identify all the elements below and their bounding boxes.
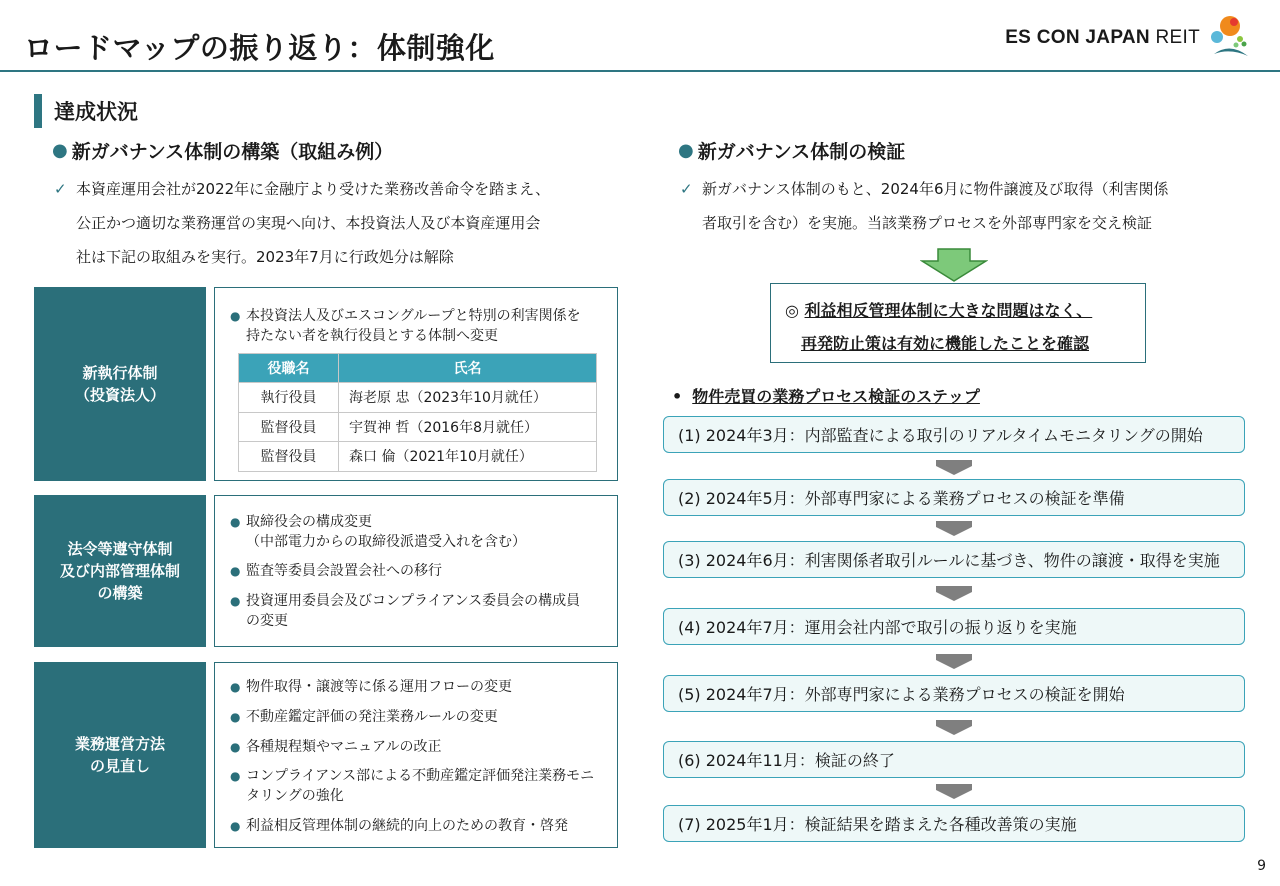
- block-label-compliance: 法令等遵守体制 及び内部管理体制 の構築: [34, 495, 206, 647]
- right-check-paragraph: ✓ 新ガバナンス体制のもと、2024年6月に物件譲渡及び取得（利害関係 者取引を含む）を実施。当該業務プロセスを外部専門家を交え検証: [680, 172, 1250, 240]
- table-cell: 宇賀神 哲（2016年8月就任）: [339, 412, 597, 442]
- bullet-dot-icon: ●: [230, 819, 241, 833]
- bullet-dot-icon: ●: [678, 140, 694, 161]
- left-check-paragraph: ✓ 本資産運用会社が2022年に金融庁より受けた業務改善命令を踏まえ、 公正かつ適切な業務運営の実現へ向け、本投資法人及び本資産運用会 社は下記の取組みを実行。2023年7月に行政処分は解除: [54, 172, 634, 274]
- step-arrow-icon: [936, 586, 972, 602]
- step-arrow-icon: [936, 654, 972, 670]
- bullet-item: ● 監査等委員会設置会社への移行: [230, 563, 442, 579]
- process-step: (1) 2024年3月：内部監査による取引のリアルタイムモニタリングの開始: [663, 416, 1245, 453]
- bullet-dot-icon: ●: [230, 769, 241, 783]
- bullet-dot-icon: ●: [230, 740, 241, 754]
- conclusion-line-1: ◎ 利益相反管理体制に大きな問題はなく、: [785, 301, 1093, 320]
- page-number: 9: [1257, 858, 1266, 874]
- table-cell: 執行役員: [239, 383, 339, 413]
- table-row: [239, 383, 597, 413]
- bullet-item: ● 不動産鑑定評価の発注業務ルールの変更: [230, 709, 498, 725]
- table-cell: 森口 倫（2021年10月就任）: [339, 442, 597, 472]
- bullet-dot-icon: ●: [230, 594, 241, 608]
- check-icon: ✓: [54, 180, 67, 198]
- check-icon: ✓: [680, 180, 693, 198]
- down-arrow-icon: [920, 248, 988, 282]
- process-step: (5) 2024年7月：外部専門家による業務プロセスの検証を開始: [663, 675, 1245, 712]
- process-step: (6) 2024年11月：検証の終了: [663, 741, 1245, 778]
- bullet-item: ● 本投資法人及びエスコングループと特別の利害関係を 持たない者を執行役員とする体制へ変更: [230, 308, 581, 344]
- page-title: ロードマップの振り返り：体制強化: [24, 31, 495, 65]
- bullet-item: ● 各種規程類やマニュアルの改正: [230, 739, 442, 755]
- left-heading: ● 新ガバナンス体制の構築（取組み例）: [52, 140, 394, 163]
- table-header: 氏名: [339, 354, 597, 383]
- bullet-dot-icon: ●: [52, 140, 68, 161]
- bullet-dot-icon: ●: [230, 710, 241, 724]
- steps-title: • 物件売買の業務プロセス検証のステップ: [672, 387, 980, 406]
- process-step: (2) 2024年5月：外部専門家による業務プロセスの検証を準備: [663, 479, 1245, 516]
- step-arrow-icon: [936, 784, 972, 800]
- process-step: (4) 2024年7月：運用会社内部で取引の振り返りを実施: [663, 608, 1245, 645]
- table-row: [239, 442, 597, 472]
- logo: [1005, 14, 1250, 62]
- table-header: 役職名: [239, 354, 339, 383]
- conclusion-line-2: 再発防止策は有効に機能したことを確認: [801, 334, 1090, 353]
- header-divider: [0, 70, 1280, 72]
- process-step: (3) 2024年6月：利害関係者取引ルールに基づき、物件の譲渡・取得を実施: [663, 541, 1245, 578]
- table-header-row: [239, 354, 597, 383]
- conclusion-box: [770, 283, 1146, 363]
- bullet-dot-icon: ●: [230, 309, 241, 323]
- bullet-dot-icon: ●: [230, 680, 241, 694]
- table-cell: 海老原 忠（2023年10月就任）: [339, 383, 597, 413]
- step-arrow-icon: [936, 460, 972, 476]
- bullet-item: ● 取締役会の構成変更 （中部電力からの取締役派遣受入れを含む）: [230, 514, 526, 550]
- logo-mark-icon: [1208, 14, 1250, 62]
- section-accent-bar: [34, 94, 42, 128]
- bullet-item: ● 物件取得・譲渡等に係る運用フローの変更: [230, 679, 512, 695]
- process-step: (7) 2025年1月：検証結果を踏まえた各種改善策の実施: [663, 805, 1245, 842]
- bullet-dot-icon: ●: [230, 564, 241, 578]
- officer-table: [238, 353, 597, 472]
- section-heading: [34, 94, 138, 128]
- bullet-item: ● 利益相反管理体制の継続的向上のための教育・啓発: [230, 818, 568, 834]
- step-arrow-icon: [936, 720, 972, 736]
- logo-text: ES CON JAPAN REIT: [1005, 27, 1200, 48]
- right-heading: ● 新ガバナンス体制の検証: [678, 140, 906, 163]
- table-cell: 監督役員: [239, 412, 339, 442]
- table-row: [239, 412, 597, 442]
- step-arrow-icon: [936, 521, 972, 537]
- table-cell: 監督役員: [239, 442, 339, 472]
- bullet-item: ● 投資運用委員会及びコンプライアンス委員会の構成員 の変更: [230, 593, 581, 629]
- bullet-dot-icon: ●: [230, 515, 241, 529]
- section-title: 達成状況: [54, 100, 138, 124]
- block-label-executive: 新執行体制 （投資法人）: [34, 287, 206, 481]
- block-label-operations: 業務運営方法 の見直し: [34, 662, 206, 848]
- bullet-item: ● コンプライアンス部による不動産鑑定評価発注業務モニ タリングの強化: [230, 768, 595, 804]
